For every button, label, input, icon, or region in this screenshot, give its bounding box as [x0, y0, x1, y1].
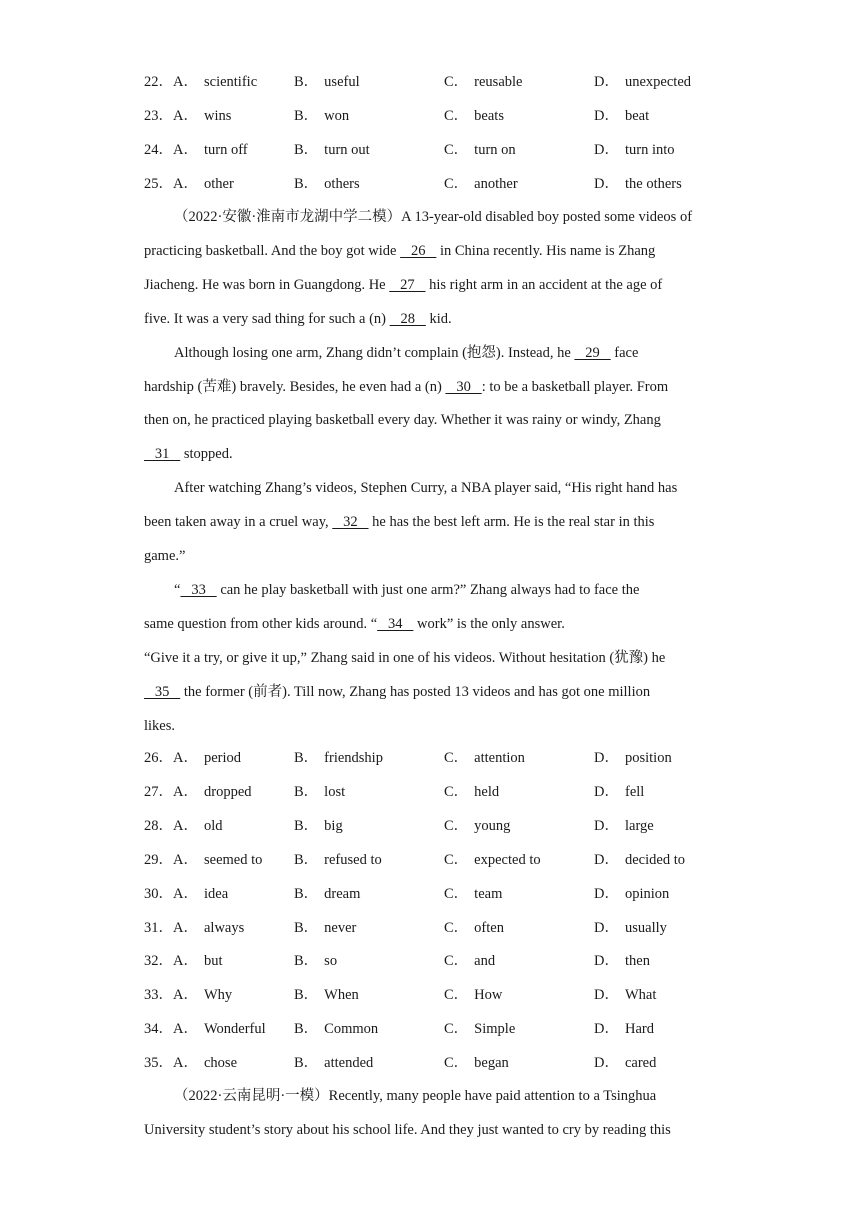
passage-text — [174, 478, 677, 498]
choice-label: D． — [594, 885, 619, 902]
question-number: 27． — [144, 783, 173, 800]
passage-line — [0, 580, 860, 600]
choice-label: C． — [444, 1055, 469, 1072]
passage-text-before: practicing basketball. And the boy got wide — [144, 242, 401, 259]
answer-blank: 28 — [389, 310, 426, 327]
option-choice — [594, 174, 682, 194]
option-choice — [444, 72, 522, 92]
question-number: 30． — [144, 885, 173, 902]
answer-blank: 30 — [445, 378, 482, 395]
passage-line — [0, 716, 860, 736]
option-row — [0, 174, 860, 194]
question-number: 35． — [144, 1055, 173, 1072]
option-choice — [144, 985, 232, 1005]
choice-text: dream — [324, 885, 361, 902]
option-choice — [594, 106, 649, 126]
choice-text: What — [624, 987, 657, 1004]
choice-label: C． — [444, 750, 469, 766]
passage-line — [0, 614, 860, 634]
option-choice — [144, 918, 244, 938]
choice-text: seemed to — [203, 851, 263, 868]
passage-text-before: likes. — [144, 717, 176, 734]
choice-text: Wonderful — [203, 1021, 266, 1038]
choice-label: D． — [594, 1055, 619, 1072]
choice-text: held — [474, 783, 500, 800]
question-number: 29． — [144, 851, 173, 868]
choice-label: C． — [444, 783, 469, 800]
choice-label: D． — [594, 1021, 619, 1038]
choice-label: A． — [173, 851, 198, 868]
choice-text: Common — [324, 1021, 379, 1038]
choice-text: useful — [324, 74, 360, 90]
passage-text — [144, 309, 452, 329]
choice-text: often — [474, 919, 504, 936]
option-choice — [144, 951, 223, 971]
choice-label: A． — [173, 919, 198, 936]
option-choice — [294, 140, 370, 160]
option-choice — [594, 1019, 654, 1039]
option-choice — [144, 174, 234, 194]
choice-text: scientific — [203, 74, 258, 90]
passage-text-before: “Give it a try, or give it up,” Zhang said in one of his videos. Without hesitation (犹豫) he — [144, 649, 666, 666]
choice-label: C． — [444, 953, 469, 970]
question-number: 25． — [144, 175, 173, 192]
option-choice — [594, 782, 644, 802]
option-choice — [594, 884, 669, 904]
choice-label: D． — [594, 175, 619, 192]
choice-text: dropped — [203, 783, 252, 800]
passage-text — [144, 682, 650, 702]
choice-text: turn on — [474, 141, 516, 158]
option-choice — [444, 816, 510, 836]
passage-text — [144, 716, 175, 736]
choice-label: B． — [294, 1021, 319, 1038]
choice-label: A． — [173, 141, 198, 158]
choice-label: D． — [594, 74, 619, 90]
option-choice — [294, 850, 382, 870]
option-choice — [294, 951, 337, 971]
choice-label: A． — [173, 817, 198, 834]
passage-text-after: the former (前者). Till now, Zhang has posted 13 videos and has got one million — [180, 683, 651, 700]
option-choice — [594, 748, 672, 768]
choice-label: D． — [594, 141, 619, 158]
choice-text: chose — [203, 1055, 237, 1072]
choice-label: B． — [294, 783, 319, 800]
choice-text: Simple — [474, 1021, 516, 1038]
option-choice — [144, 748, 241, 768]
choice-label: C． — [444, 851, 469, 868]
question-number: 23． — [144, 107, 173, 124]
option-choice — [144, 816, 223, 836]
option-choice — [444, 1019, 515, 1039]
choice-text: turn into — [624, 141, 675, 158]
choice-label: B． — [294, 885, 319, 902]
passage-line — [0, 275, 860, 295]
choice-label: A． — [173, 1021, 198, 1038]
question-number: 28． — [144, 817, 173, 834]
question-number: 32． — [144, 953, 173, 970]
option-choice — [294, 918, 356, 938]
passage-text — [144, 546, 185, 566]
passage-text — [144, 648, 665, 668]
option-row — [0, 748, 860, 768]
question-number: 33． — [144, 987, 173, 1004]
option-choice — [444, 140, 516, 160]
choice-label: C． — [444, 817, 469, 834]
passage-line — [0, 1086, 860, 1106]
passage-text-before: “ — [174, 581, 181, 598]
choice-label: C． — [444, 987, 469, 1004]
choice-label: A． — [173, 987, 198, 1004]
option-choice — [294, 782, 345, 802]
choice-label: B． — [294, 141, 319, 158]
choice-label: D． — [594, 107, 619, 124]
choice-label: D． — [594, 953, 619, 970]
option-row — [0, 884, 860, 904]
choice-text: position — [624, 750, 672, 766]
option-choice — [294, 985, 359, 1005]
passage-line — [0, 512, 860, 532]
answer-blank: 34 — [377, 615, 414, 632]
choice-text: attended — [324, 1055, 374, 1072]
question-number: 31． — [144, 919, 173, 936]
choice-text: Why — [203, 987, 233, 1004]
answer-blank: 29 — [574, 344, 611, 361]
option-row — [0, 140, 860, 160]
choice-label: D． — [594, 750, 619, 766]
passage-text-after: : to be a basketball player. From — [481, 378, 669, 395]
option-row — [0, 850, 860, 870]
choice-text: How — [474, 987, 503, 1004]
option-row — [0, 106, 860, 126]
choice-label: B． — [294, 817, 319, 834]
choice-text: young — [474, 817, 511, 834]
option-choice — [144, 106, 231, 126]
choice-label: A． — [173, 783, 198, 800]
passage-text-before: Although losing one arm, Zhang didn’t complain (抱怨). Instead, he — [174, 344, 575, 361]
option-choice — [444, 782, 499, 802]
option-choice — [144, 884, 228, 904]
passage-text — [144, 614, 565, 634]
choice-text: refused to — [324, 851, 382, 868]
option-choice — [294, 72, 360, 92]
passage-text-before: then on, he practiced playing basketball every day. Whether it was rainy or windy, Zhang — [144, 412, 661, 429]
choice-label: A． — [173, 1055, 198, 1072]
choice-label: B． — [294, 175, 319, 192]
option-choice — [144, 1019, 266, 1039]
option-choice — [144, 140, 248, 160]
option-row — [0, 1019, 860, 1039]
option-row — [0, 1053, 860, 1073]
choice-text: then — [624, 953, 650, 970]
option-choice — [594, 918, 667, 938]
answer-blank: 27 — [389, 276, 426, 293]
passage-line — [0, 478, 860, 498]
option-choice — [294, 174, 360, 194]
choice-text: another — [474, 175, 518, 192]
option-choice — [594, 850, 685, 870]
choice-text: big — [324, 817, 343, 834]
choice-label: A． — [173, 107, 198, 124]
choice-text: so — [324, 953, 338, 970]
answer-blank: 31 — [144, 446, 181, 463]
choice-label: D． — [594, 919, 619, 936]
passage-text: （2022·云南昆明·一模）Recently, many people have paid attention to a Tsinghua — [174, 1088, 657, 1104]
option-choice — [294, 884, 360, 904]
option-choice — [294, 748, 383, 768]
choice-text: the others — [624, 175, 682, 192]
choice-text: began — [474, 1055, 509, 1072]
choice-label: B． — [294, 987, 319, 1004]
passage-text-after: can he play basketball with just one arm?” Zhang always had to face the — [216, 581, 640, 598]
option-choice — [594, 72, 691, 92]
passage-text-after: stopped. — [180, 446, 233, 463]
passage-text — [144, 410, 661, 430]
passage-text-after: kid. — [425, 310, 452, 327]
choice-text: turn off — [203, 141, 248, 158]
answer-blank: 26 — [400, 242, 437, 259]
option-row — [0, 782, 860, 802]
option-choice — [444, 174, 518, 194]
question-number: 34． — [144, 1021, 173, 1038]
choice-label: B． — [294, 74, 319, 90]
option-choice — [594, 951, 650, 971]
choice-text: but — [203, 953, 223, 970]
option-choice — [444, 951, 495, 971]
option-choice — [444, 1053, 509, 1073]
choice-label: C． — [444, 1021, 469, 1038]
choice-label: D． — [594, 851, 619, 868]
option-choice — [594, 985, 656, 1005]
passage-text — [174, 343, 638, 363]
option-row — [0, 951, 860, 971]
choice-text: never — [324, 919, 357, 936]
choice-label: C． — [444, 107, 469, 124]
choice-text: old — [203, 817, 223, 834]
choice-text: turn out — [324, 141, 370, 158]
option-choice — [444, 918, 504, 938]
passage-text-before: hardship (苦难) bravely. Besides, he even had a (n) — [144, 378, 446, 395]
option-choice — [144, 72, 257, 92]
passage-text-after: he has the best left arm. He is the real star in this — [368, 514, 655, 531]
passage-line — [0, 343, 860, 363]
passage-text-before: Jiacheng. He was born in Guangdong. He — [144, 276, 390, 293]
passage-line — [0, 241, 860, 261]
question-number: 24． — [144, 141, 173, 158]
passage-line — [0, 207, 860, 227]
choice-text: beat — [624, 107, 650, 124]
passage-text-before: five. It was a very sad thing for such a (n) — [144, 310, 390, 327]
choice-text: cared — [624, 1055, 657, 1072]
choice-text: opinion — [624, 885, 670, 902]
choice-text: Hard — [624, 1021, 654, 1038]
choice-label: C． — [444, 175, 469, 192]
choice-label: A． — [173, 885, 198, 902]
choice-text: wins — [203, 107, 232, 124]
choice-label: C． — [444, 141, 469, 158]
choice-label: D． — [594, 783, 619, 800]
choice-text: team — [474, 885, 503, 902]
passage-text-after: in China recently. His name is Zhang — [436, 242, 656, 259]
choice-text: decided to — [624, 851, 685, 868]
passage-line — [0, 546, 860, 566]
choice-text: other — [203, 175, 234, 192]
passage-text — [144, 512, 654, 532]
choice-text: beats — [474, 107, 504, 124]
passage-text — [144, 377, 668, 397]
choice-label: D． — [594, 817, 619, 834]
choice-text: fell — [624, 783, 645, 800]
passage-text — [144, 275, 662, 295]
passage-text-before: （2022·安徽·淮南市龙湖中学二模）A 13-year-old disabled boy posted some videos of — [174, 209, 693, 225]
passage-text-before: After watching Zhang’s videos, Stephen Curry, a NBA player said, “His right hand has — [174, 480, 678, 497]
choice-text: large — [624, 817, 654, 834]
passage-line — [0, 377, 860, 397]
passage-text-before: same question from other kids around. “ — [144, 615, 378, 632]
option-row — [0, 72, 860, 92]
passage-line — [0, 682, 860, 702]
option-choice — [294, 816, 343, 836]
option-choice — [444, 850, 541, 870]
option-row — [0, 918, 860, 938]
choice-label: B． — [294, 919, 319, 936]
answer-blank: 32 — [332, 514, 369, 531]
passage-line — [0, 410, 860, 430]
choice-label: B． — [294, 107, 319, 124]
choice-label: B． — [294, 851, 319, 868]
choice-label: A． — [173, 74, 198, 90]
choice-label: C． — [444, 74, 469, 90]
passage-line — [0, 309, 860, 329]
passage-text-after: work” is the only answer. — [413, 615, 565, 632]
option-row — [0, 816, 860, 836]
choice-label: A． — [173, 750, 198, 766]
passage-line — [0, 1120, 860, 1140]
passage-text — [144, 241, 655, 261]
passage-text — [174, 580, 639, 600]
option-choice — [294, 1019, 378, 1039]
passage-text: University student’s story about his school life. And they just wanted to cry by reading this — [144, 1121, 671, 1138]
choice-text: friendship — [324, 750, 383, 766]
choice-label: A． — [173, 175, 198, 192]
passage-text-after: face — [610, 344, 639, 361]
choice-text: won — [324, 107, 350, 124]
choice-text: attention — [474, 750, 525, 766]
choice-label: B． — [294, 1055, 319, 1072]
choice-text: usually — [624, 919, 667, 936]
passage-line — [0, 648, 860, 668]
choice-text: When — [324, 987, 359, 1004]
option-choice — [444, 985, 502, 1005]
choice-label: A． — [173, 953, 198, 970]
answer-blank: 35 — [144, 683, 181, 700]
choice-text: expected to — [474, 851, 541, 868]
choice-text: others — [324, 175, 360, 192]
answer-blank: 33 — [180, 581, 217, 598]
passage-text — [174, 207, 692, 227]
passage-text — [144, 444, 233, 464]
option-choice — [594, 140, 675, 160]
option-choice — [294, 1053, 373, 1073]
choice-label: B． — [294, 750, 319, 766]
choice-text: reusable — [474, 74, 523, 90]
choice-text: idea — [203, 885, 229, 902]
passage-text-before: been taken away in a cruel way, — [144, 514, 333, 531]
option-row — [0, 985, 860, 1005]
option-choice — [594, 816, 654, 836]
option-choice — [444, 884, 502, 904]
choice-label: C． — [444, 885, 469, 902]
option-choice — [444, 106, 504, 126]
choice-text: unexpected — [624, 74, 692, 90]
choice-label: C． — [444, 919, 469, 936]
option-choice — [444, 748, 525, 768]
passage-line — [0, 444, 860, 464]
question-number: 26． — [144, 750, 173, 766]
option-choice — [144, 850, 262, 870]
choice-text: lost — [324, 783, 346, 800]
choice-text: period — [203, 750, 242, 766]
choice-text: and — [474, 953, 496, 970]
option-choice — [144, 782, 252, 802]
question-number: 22． — [144, 74, 173, 90]
option-choice — [144, 1053, 237, 1073]
choice-text: always — [203, 919, 245, 936]
choice-label: B． — [294, 953, 319, 970]
choice-label: D． — [594, 987, 619, 1004]
passage-text-before: game.” — [144, 548, 186, 564]
passage-text-after: his right arm in an accident at the age of — [425, 276, 663, 293]
option-choice — [594, 1053, 656, 1073]
option-choice — [294, 106, 349, 126]
